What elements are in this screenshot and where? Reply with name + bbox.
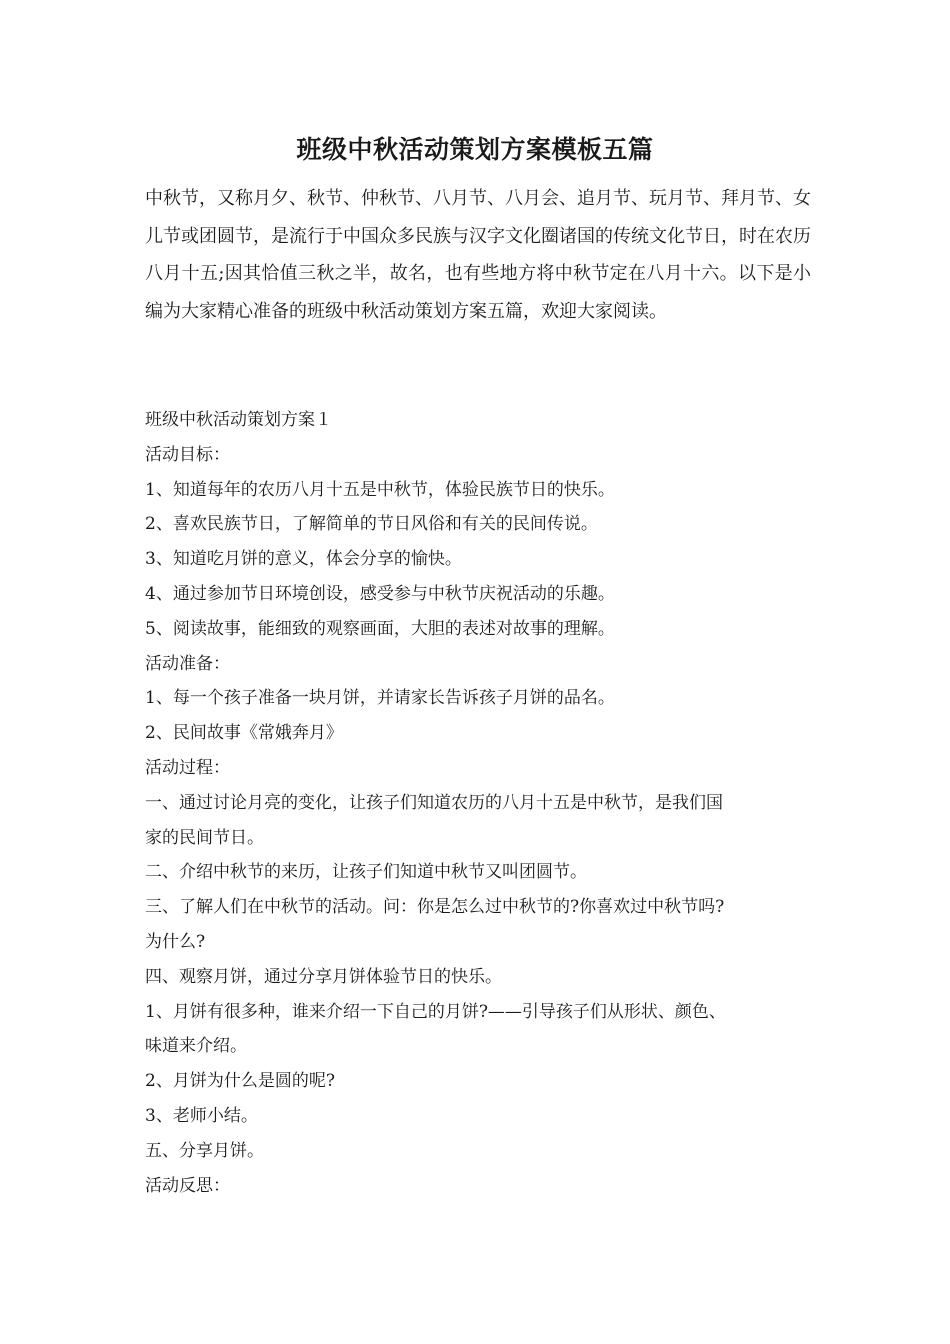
text-line: 味道来介绍。 [145,1036,247,1057]
text-line: 班级中秋活动策划方案１ [145,410,332,430]
document-title: 班级中秋活动策划方案模板五篇 [296,135,654,164]
text-line: 2、月饼为什么是圆的呢? [145,1071,335,1092]
text-line: 1、月饼有很多种，谁来介绍一下自己的月饼?——引导孩子们从形状、颜色、 [145,1001,726,1022]
text-line: 1、每一个孩子准备一块月饼，并请家长告诉孩子月饼的品名。 [145,688,615,709]
text-line: 活动准备： [145,653,230,674]
intro-paragraph: 中秋节，又称月夕、秋节、仲秋节、八月节、八月会、追月节、玩月节、拜月节、女儿节或团圆节，是流行于中国众多民族与汉字文化圈诸国的传统文化节日，时在农历八月十五;因其恰值三秋之半，故名，也有些地方将中秋节定在八月十六。以下是小编为大家精心准备的班级中秋活动策划方案五篇，欢迎大家阅读。 [145,188,811,322]
text-line: 3、老师小结。 [145,1105,258,1126]
text-line: 三、了解人们在中秋节的活动。问：你是怎么过中秋节的?你喜欢过中秋节吗? [145,897,725,918]
text-line: 活动过程： [145,757,230,778]
text-line: 四、观察月饼，通过分享月饼体验节日的快乐。 [145,966,502,987]
text-line: 2、喜欢民族节日，了解简单的节日风俗和有关的民间传说。 [145,514,598,535]
text-line: 1、知道每年的农历八月十五是中秋节，体验民族节日的快乐。 [145,479,615,500]
text-line: 2、民间故事《常娥奔月》 [145,723,343,744]
text-line: 一、通过讨论月亮的变化，让孩子们知道农历的八月十五是中秋节，是我们国 [145,792,723,813]
text-line: 二、介绍中秋节的来历，让孩子们知道中秋节又叫团圆节。 [145,862,587,883]
text-line: 活动目标： [145,444,230,465]
text-line: 家的民间节日。 [145,827,264,848]
text-line: 4、通过参加节日环境创设，感受参与中秋节庆祝活动的乐趣。 [145,583,615,604]
text-line: 5、阅读故事，能细致的观察画面，大胆的表述对故事的理解。 [145,618,615,639]
body-text [145,403,811,1203]
text-line: 五、分享月饼。 [145,1140,264,1161]
text-line: 3、知道吃月饼的意义，体会分享的愉快。 [145,549,462,570]
text-line: 为什么? [145,931,206,952]
text-line: 活动反思： [145,1175,230,1196]
